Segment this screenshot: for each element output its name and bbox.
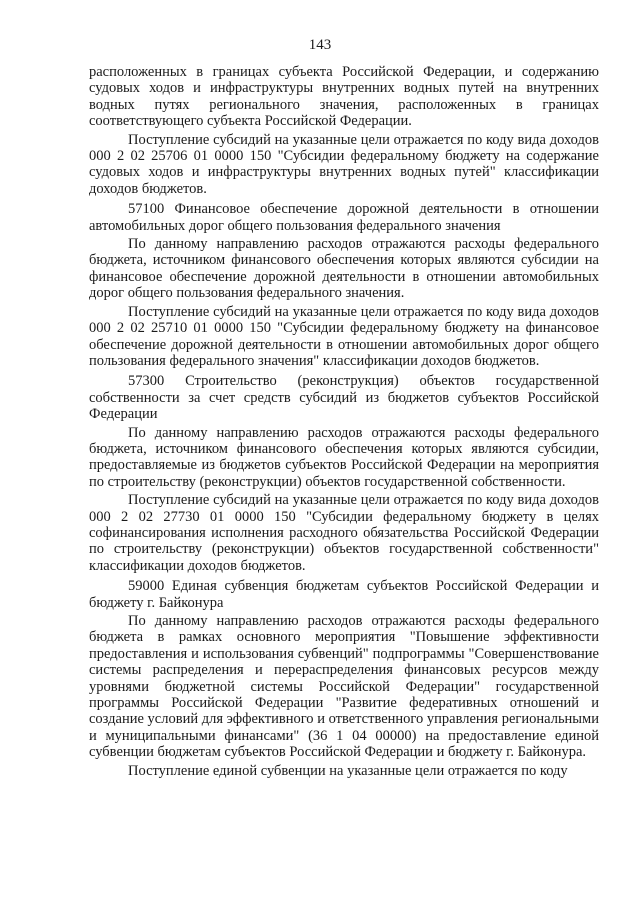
section-heading-57100: 57100 Финансовое обеспечение дорожной деятельности в отношении автомобильных дорог общего пользования федерального значения <box>89 201 599 234</box>
section-heading-57300: 57300 Строительство (реконструкция) объектов государственной собственности за счет средств субсидий из бюджетов субъектов Российской Федерации <box>89 373 599 423</box>
paragraph-continuation: расположенных в границах субъекта Российской Федерации, и содержанию судовых ходов и инфраструктуры внутренних водных путей на внутренних водных путях регионального значения, расположенных в границах соответствующего субъекта Российской Федерации. <box>89 64 599 130</box>
page-number: 143 <box>308 37 332 53</box>
paragraph-income-code-27730: Поступление субсидий на указанные цели отражается по коду вида доходов 000 2 02 27730 01 0000 150 "Субсидии федеральному бюджету в целях софинансирования исполнения расходного обязательства Российской Федерации по строительству (реконструкции) объектов государственной собственности" классификации доходов бюджетов. <box>89 492 599 574</box>
paragraph-income-code-25710: Поступление субсидий на указанные цели отражается по коду вида доходов 000 2 02 25710 01 0000 150 "Субсидии федеральному бюджету на финансовое обеспечение дорожной деятельности в отношении автомобильных дорог общего пользования федерального значения" классификации доходов бюджетов. <box>89 303 599 369</box>
document-body <box>89 64 599 781</box>
paragraph-income-code-25706: Поступление субсидий на указанные цели отражается по коду вида доходов 000 2 02 25706 01 0000 150 "Субсидии федеральному бюджету на содержание судовых ходов и инфраструктуры внутренних водных путей" классификации доходов бюджетов. <box>89 131 599 197</box>
paragraph-expense-description-57100: По данному направлению расходов отражаются расходы федерального бюджета, источником финансового обеспечения которых являются субсидии на финансовое обеспечение дорожной деятельности в отношении автомобильных дорог общего пользования федерального значения. <box>89 236 599 302</box>
paragraph-expense-description-57300: По данному направлению расходов отражаются расходы федерального бюджета, источником финансового обеспечения которых являются субсидии, предоставляемые из бюджетов субъектов Российской Федерации на мероприятия по строительству (реконструкции) объектов государственной собственности. <box>89 424 599 490</box>
paragraph-expense-description-59000: По данному направлению расходов отражаются расходы федерального бюджета в рамках основного мероприятия "Повышение эффективности предоставления и использования субвенций" подпрограммы "Совершенствование системы распределения и перераспределения финансовых ресурсов между уровнями бюджетной системы Российской Федерации" государственной программы Российской Федерации "Развитие федеративных отношений и создание условий для эффективного и ответственного управления региональными и муниципальными финансами" (36 1 04 00000) на предоставление единой субвенции бюджетам субъектов Российской Федерации и бюджету г. Байконура. <box>89 613 599 761</box>
paragraph-income-unified-subvention: Поступление единой субвенции на указанные цели отражается по коду <box>128 762 568 779</box>
section-heading-59000: 59000 Единая субвенция бюджетам субъектов Российской Федерации и бюджету г. Байконура <box>89 578 599 611</box>
